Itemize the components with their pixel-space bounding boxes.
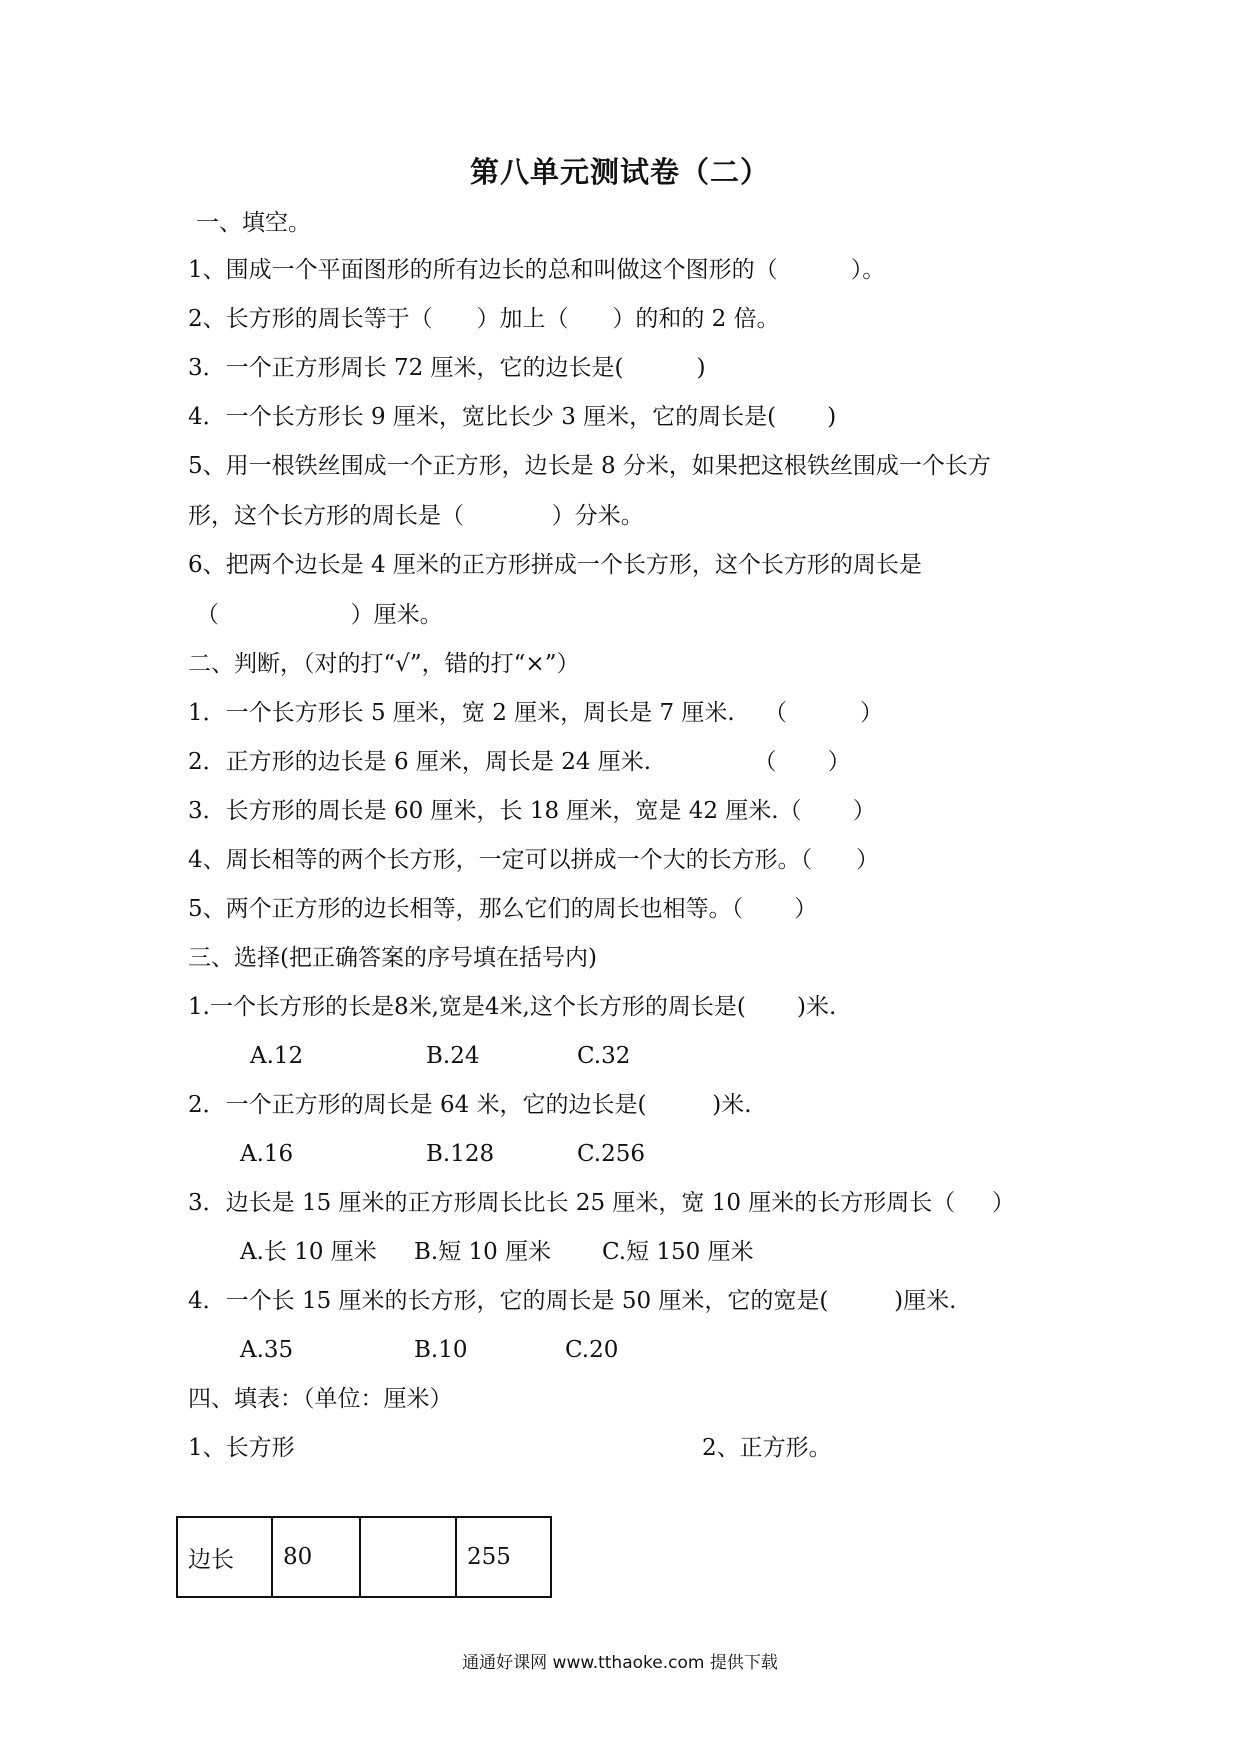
side-length-table [176,1516,552,1598]
table-cell-label: 边长 [177,1517,272,1597]
section3-q3-option-c: C.短 150 厘米 [602,1239,754,1265]
section3-q2-option-c: C.256 [577,1141,645,1167]
table-cell [360,1517,456,1597]
section3-q1-option-b: B.24 [426,1043,480,1069]
table-row [177,1517,551,1597]
section1-q6-line2: （ ）厘米。 [196,602,443,628]
section3-q4: 4．一个长 15 厘米的长方形，它的周长是 50 厘米，它的宽是( )厘米. [188,1288,957,1314]
section3-heading: 三、选择(把正确答案的序号填在括号内) [188,945,597,971]
section1-heading: 一、填空。 [196,210,311,236]
section4-heading: 四、填表：（单位：厘米） [188,1386,453,1412]
section3-q3-option-a: A.长 10 厘米 [240,1239,377,1265]
table-cell: 255 [456,1517,551,1597]
section2-q4: 4、周长相等的两个长方形，一定可以拼成一个大的长方形。（ ） [188,847,879,873]
footer-watermark: 通通好课网 www.tthaoke.com 提供下载 [462,1653,778,1673]
section3-q2-option-a: A.16 [240,1141,294,1167]
section1-q5-line1: 5、用一根铁丝围成一个正方形，边长是 8 分米，如果把这根铁丝围成一个长方 [188,453,991,479]
section3-q2: 2．一个正方形的周长是 64 米，它的边长是( )米. [188,1092,752,1118]
section4-sub-square: 2、正方形。 [702,1435,832,1461]
section3-q1-option-a: A.12 [250,1043,304,1069]
section3-q4-option-a: A.35 [240,1337,294,1363]
section1-q5-line2: 形，这个长方形的周长是（ ）分米。 [188,503,644,529]
section2-q2: 2．正方形的边长是 6 厘米，周长是 24 厘米. （ ） [188,749,851,775]
section3-q3-option-b: B.短 10 厘米 [414,1239,552,1265]
section4-sub-rectangle: 1、长方形 [188,1435,295,1461]
section2-q1: 1．一个长方形长 5 厘米，宽 2 厘米，周长是 7 厘米. （ ） [188,700,884,726]
page-title: 第八单元测试卷（二） [469,155,770,189]
section3-q3: 3．边长是 15 厘米的正方形周长比长 25 厘米，宽 10 厘米的长方形周长（ ） [188,1190,1015,1216]
section3-q4-option-b: B.10 [414,1337,468,1363]
table-cell: 80 [272,1517,360,1597]
section3-q4-option-c: C.20 [565,1337,619,1363]
section3-q2-option-b: B.128 [426,1141,495,1167]
section2-q3: 3．长方形的周长是 60 厘米，长 18 厘米，宽是 42 厘米.（ ） [188,798,876,824]
section3-q1: 1.一个长方形的长是8米,宽是4米,这个长方形的周长是( )米. [188,994,837,1020]
section1-q4: 4．一个长方形长 9 厘米，宽比长少 3 厘米，它的周长是( ) [188,404,837,430]
section3-q1-option-c: C.32 [577,1043,631,1069]
section2-heading: 二、判断，（对的打“√”，错的打“×”） [188,651,580,677]
section2-q5: 5、两个正方形的边长相等，那么它们的周长也相等。（ ） [188,896,818,922]
section1-q2: 2、长方形的周长等于（ ）加上（ ）的和的 2 倍。 [188,306,780,332]
section1-q3: 3．一个正方形周长 72 厘米，它的边长是( ) [188,355,706,381]
section1-q6-line1: 6、把两个边长是 4 厘米的正方形拼成一个长方形，这个长方形的周长是 [188,552,922,578]
section1-q1: 1、围成一个平面图形的所有边长的总和叫做这个图形的（ ）。 [188,257,886,283]
